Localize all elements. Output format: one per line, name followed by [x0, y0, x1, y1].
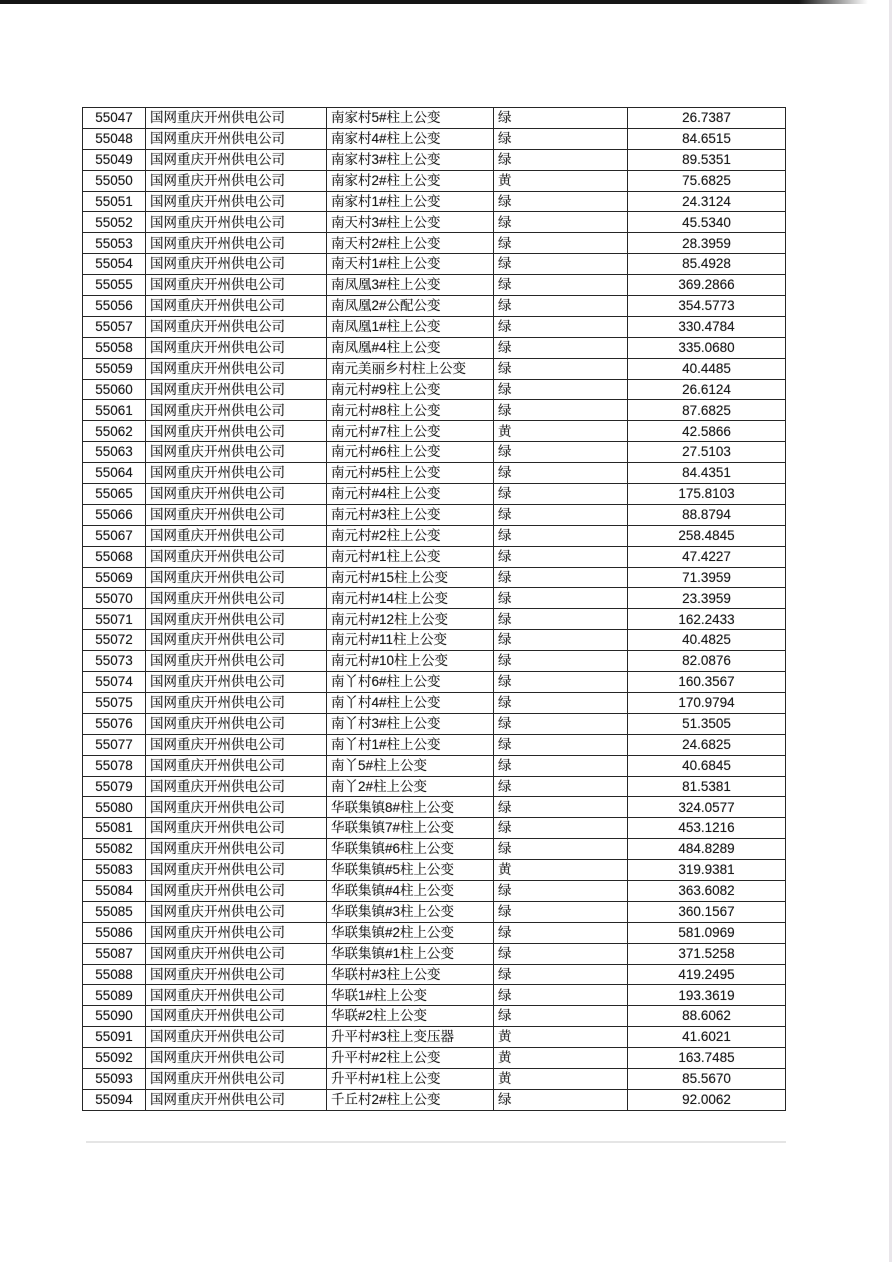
table-row	[83, 901, 786, 922]
cell-device: 南元村#5柱上公变	[327, 463, 494, 484]
cell-status: 绿	[494, 275, 628, 296]
cell-status: 绿	[494, 337, 628, 358]
cell-company: 国网重庆开州供电公司	[146, 358, 327, 379]
table-row	[83, 233, 786, 254]
cell-value: 26.7387	[628, 108, 786, 129]
cell-device: 升平村#3柱上变压器	[327, 1027, 494, 1048]
cell-status: 绿	[494, 901, 628, 922]
table-row	[83, 191, 786, 212]
cell-company: 国网重庆开州供电公司	[146, 421, 327, 442]
cell-device: 南元村#2柱上公变	[327, 525, 494, 546]
table-row	[83, 839, 786, 860]
cell-value: 162.2433	[628, 609, 786, 630]
cell-company: 国网重庆开州供电公司	[146, 463, 327, 484]
table-row	[83, 755, 786, 776]
table-row	[83, 672, 786, 693]
cell-id: 55059	[83, 358, 146, 379]
cell-status: 绿	[494, 609, 628, 630]
cell-device: 千丘村2#柱上公变	[327, 1089, 494, 1110]
cell-company: 国网重庆开州供电公司	[146, 1027, 327, 1048]
cell-value: 335.0680	[628, 337, 786, 358]
cell-company: 国网重庆开州供电公司	[146, 296, 327, 317]
cell-value: 51.3505	[628, 713, 786, 734]
cell-value: 24.3124	[628, 191, 786, 212]
cell-id: 55060	[83, 379, 146, 400]
cell-value: 89.5351	[628, 149, 786, 170]
cell-status: 绿	[494, 525, 628, 546]
cell-value: 88.8794	[628, 504, 786, 525]
table-row	[83, 275, 786, 296]
cell-id: 55090	[83, 1006, 146, 1027]
cell-value: 47.4227	[628, 546, 786, 567]
cell-company: 国网重庆开州供电公司	[146, 734, 327, 755]
cell-value: 163.7485	[628, 1048, 786, 1069]
table-row	[83, 818, 786, 839]
cell-id: 55055	[83, 275, 146, 296]
cell-value: 40.6845	[628, 755, 786, 776]
cell-value: 160.3567	[628, 672, 786, 693]
cell-status: 绿	[494, 755, 628, 776]
table-row	[83, 943, 786, 964]
table-row	[83, 630, 786, 651]
table-row	[83, 964, 786, 985]
cell-status: 黄	[494, 421, 628, 442]
table-row	[83, 985, 786, 1006]
cell-company: 国网重庆开州供电公司	[146, 609, 327, 630]
table-row	[83, 170, 786, 191]
cell-device: 华联集镇#1柱上公变	[327, 943, 494, 964]
cell-value: 85.5670	[628, 1068, 786, 1089]
cell-value: 369.2866	[628, 275, 786, 296]
cell-company: 国网重庆开州供电公司	[146, 651, 327, 672]
cell-value: 85.4928	[628, 254, 786, 275]
table-row	[83, 337, 786, 358]
table-row	[83, 421, 786, 442]
cell-device: 华联集镇#6柱上公变	[327, 839, 494, 860]
cell-company: 国网重庆开州供电公司	[146, 233, 327, 254]
cell-company: 国网重庆开州供电公司	[146, 1089, 327, 1110]
cell-status: 绿	[494, 484, 628, 505]
cell-company: 国网重庆开州供电公司	[146, 672, 327, 693]
table-row	[83, 567, 786, 588]
cell-value: 40.4485	[628, 358, 786, 379]
cell-status: 绿	[494, 839, 628, 860]
cell-status: 绿	[494, 442, 628, 463]
cell-company: 国网重庆开州供电公司	[146, 755, 327, 776]
cell-id: 55070	[83, 588, 146, 609]
cell-device: 华联集镇7#柱上公变	[327, 818, 494, 839]
cell-id: 55076	[83, 713, 146, 734]
cell-value: 40.4825	[628, 630, 786, 651]
cell-company: 国网重庆开州供电公司	[146, 1006, 327, 1027]
cell-company: 国网重庆开州供电公司	[146, 630, 327, 651]
table-row	[83, 108, 786, 129]
cell-company: 国网重庆开州供电公司	[146, 880, 327, 901]
cell-device: 南元村#6柱上公变	[327, 442, 494, 463]
cell-status: 绿	[494, 358, 628, 379]
cell-company: 国网重庆开州供电公司	[146, 108, 327, 129]
cell-company: 国网重庆开州供电公司	[146, 128, 327, 149]
table-row	[83, 525, 786, 546]
cell-status: 绿	[494, 504, 628, 525]
cell-id: 55057	[83, 316, 146, 337]
cell-company: 国网重庆开州供电公司	[146, 776, 327, 797]
cell-status: 绿	[494, 128, 628, 149]
cell-company: 国网重庆开州供电公司	[146, 546, 327, 567]
cell-device: 南丫2#柱上公变	[327, 776, 494, 797]
cell-company: 国网重庆开州供电公司	[146, 170, 327, 191]
cell-device: 南凤凰3#柱上公变	[327, 275, 494, 296]
cell-id: 55084	[83, 880, 146, 901]
cell-company: 国网重庆开州供电公司	[146, 400, 327, 421]
cell-status: 绿	[494, 880, 628, 901]
table-row	[83, 797, 786, 818]
table-row	[83, 400, 786, 421]
cell-company: 国网重庆开州供电公司	[146, 692, 327, 713]
table-row	[83, 880, 786, 901]
cell-id: 55078	[83, 755, 146, 776]
cell-value: 81.5381	[628, 776, 786, 797]
cell-value: 581.0969	[628, 922, 786, 943]
cell-device: 南丫村4#柱上公变	[327, 692, 494, 713]
cell-status: 绿	[494, 713, 628, 734]
cell-status: 黄	[494, 1068, 628, 1089]
table-row	[83, 358, 786, 379]
cell-device: 升平村#1柱上公变	[327, 1068, 494, 1089]
cell-id: 55080	[83, 797, 146, 818]
cell-id: 55071	[83, 609, 146, 630]
table-row	[83, 128, 786, 149]
cell-device: 南元村#4柱上公变	[327, 484, 494, 505]
cell-company: 国网重庆开州供电公司	[146, 254, 327, 275]
cell-id: 55086	[83, 922, 146, 943]
cell-device: 华联1#柱上公变	[327, 985, 494, 1006]
cell-value: 419.2495	[628, 964, 786, 985]
cell-id: 55067	[83, 525, 146, 546]
cell-device: 南元美丽乡村柱上公变	[327, 358, 494, 379]
cell-id: 55050	[83, 170, 146, 191]
table-row	[83, 546, 786, 567]
cell-device: 南元村#15柱上公变	[327, 567, 494, 588]
cell-device: 南元村#1柱上公变	[327, 546, 494, 567]
cell-value: 75.6825	[628, 170, 786, 191]
scan-artifact-top-bar	[0, 0, 868, 4]
cell-status: 绿	[494, 922, 628, 943]
table-row	[83, 1068, 786, 1089]
cell-device: 华联#2柱上公变	[327, 1006, 494, 1027]
table-row	[83, 212, 786, 233]
cell-device: 南元村#9柱上公变	[327, 379, 494, 400]
table-row	[83, 860, 786, 881]
cell-status: 绿	[494, 379, 628, 400]
cell-device: 南元村#10柱上公变	[327, 651, 494, 672]
data-table	[82, 107, 786, 1111]
cell-value: 319.9381	[628, 860, 786, 881]
table-row	[83, 484, 786, 505]
cell-device: 华联村#3柱上公变	[327, 964, 494, 985]
cell-company: 国网重庆开州供电公司	[146, 964, 327, 985]
cell-device: 华联集镇#2柱上公变	[327, 922, 494, 943]
cell-status: 绿	[494, 1006, 628, 1027]
table-row	[83, 588, 786, 609]
cell-value: 84.6515	[628, 128, 786, 149]
table-row	[83, 504, 786, 525]
cell-company: 国网重庆开州供电公司	[146, 316, 327, 337]
cell-device: 南凤凰2#公配公变	[327, 296, 494, 317]
cell-status: 绿	[494, 149, 628, 170]
cell-value: 354.5773	[628, 296, 786, 317]
cell-id: 55058	[83, 337, 146, 358]
cell-company: 国网重庆开州供电公司	[146, 818, 327, 839]
cell-status: 绿	[494, 296, 628, 317]
cell-company: 国网重庆开州供电公司	[146, 212, 327, 233]
cell-id: 55064	[83, 463, 146, 484]
cell-id: 55077	[83, 734, 146, 755]
cell-status: 绿	[494, 400, 628, 421]
cell-device: 南元村#3柱上公变	[327, 504, 494, 525]
cell-status: 绿	[494, 108, 628, 129]
cell-id: 55082	[83, 839, 146, 860]
cell-id: 55052	[83, 212, 146, 233]
table-row	[83, 1006, 786, 1027]
cell-device: 南元村#8柱上公变	[327, 400, 494, 421]
cell-value: 24.6825	[628, 734, 786, 755]
cell-status: 绿	[494, 672, 628, 693]
cell-company: 国网重庆开州供电公司	[146, 525, 327, 546]
cell-device: 南丫村6#柱上公变	[327, 672, 494, 693]
cell-device: 南家村1#柱上公变	[327, 191, 494, 212]
cell-value: 92.0062	[628, 1089, 786, 1110]
cell-status: 绿	[494, 985, 628, 1006]
cell-id: 55074	[83, 672, 146, 693]
cell-id: 55087	[83, 943, 146, 964]
cell-status: 绿	[494, 316, 628, 337]
table-row	[83, 609, 786, 630]
table-row	[83, 296, 786, 317]
cell-device: 南凤凰#4柱上公变	[327, 337, 494, 358]
cell-status: 绿	[494, 212, 628, 233]
cell-company: 国网重庆开州供电公司	[146, 588, 327, 609]
cell-status: 绿	[494, 734, 628, 755]
cell-status: 绿	[494, 254, 628, 275]
cell-id: 55093	[83, 1068, 146, 1089]
cell-id: 55048	[83, 128, 146, 149]
cell-value: 360.1567	[628, 901, 786, 922]
cell-device: 升平村#2柱上公变	[327, 1048, 494, 1069]
cell-company: 国网重庆开州供电公司	[146, 191, 327, 212]
cell-company: 国网重庆开州供电公司	[146, 922, 327, 943]
cell-status: 黄	[494, 1048, 628, 1069]
cell-id: 55075	[83, 692, 146, 713]
cell-device: 南元村#11柱上公变	[327, 630, 494, 651]
cell-device: 华联集镇#5柱上公变	[327, 860, 494, 881]
cell-id: 55066	[83, 504, 146, 525]
cell-company: 国网重庆开州供电公司	[146, 149, 327, 170]
table-row	[83, 254, 786, 275]
cell-device: 南凤凰1#柱上公变	[327, 316, 494, 337]
cell-id: 55094	[83, 1089, 146, 1110]
cell-status: 绿	[494, 588, 628, 609]
cell-id: 55047	[83, 108, 146, 129]
cell-id: 55063	[83, 442, 146, 463]
cell-id: 55065	[83, 484, 146, 505]
cell-device: 华联集镇#4柱上公变	[327, 880, 494, 901]
cell-value: 41.6021	[628, 1027, 786, 1048]
table-row	[83, 1048, 786, 1069]
cell-value: 371.5258	[628, 943, 786, 964]
cell-id: 55051	[83, 191, 146, 212]
cell-value: 193.3619	[628, 985, 786, 1006]
cell-company: 国网重庆开州供电公司	[146, 442, 327, 463]
cell-value: 88.6062	[628, 1006, 786, 1027]
table-body	[83, 108, 786, 1111]
table-row	[83, 316, 786, 337]
cell-value: 87.6825	[628, 400, 786, 421]
cell-value: 71.3959	[628, 567, 786, 588]
cell-status: 绿	[494, 1089, 628, 1110]
cell-status: 绿	[494, 818, 628, 839]
cell-id: 55092	[83, 1048, 146, 1069]
cell-company: 国网重庆开州供电公司	[146, 901, 327, 922]
table-row	[83, 1089, 786, 1110]
table-row	[83, 776, 786, 797]
cell-id: 55088	[83, 964, 146, 985]
cell-status: 绿	[494, 651, 628, 672]
cell-value: 27.5103	[628, 442, 786, 463]
table-row	[83, 442, 786, 463]
cell-status: 绿	[494, 776, 628, 797]
table-row	[83, 463, 786, 484]
cell-status: 绿	[494, 567, 628, 588]
cell-device: 南家村5#柱上公变	[327, 108, 494, 129]
cell-device: 南丫5#柱上公变	[327, 755, 494, 776]
cell-company: 国网重庆开州供电公司	[146, 484, 327, 505]
cell-value: 23.3959	[628, 588, 786, 609]
cell-value: 484.8289	[628, 839, 786, 860]
cell-id: 55056	[83, 296, 146, 317]
cell-value: 26.6124	[628, 379, 786, 400]
table-row	[83, 651, 786, 672]
scan-artifact-table-shadow	[86, 1141, 786, 1143]
cell-id: 55083	[83, 860, 146, 881]
table-row	[83, 734, 786, 755]
cell-device: 华联集镇#3柱上公变	[327, 901, 494, 922]
cell-id: 55049	[83, 149, 146, 170]
cell-id: 55062	[83, 421, 146, 442]
cell-device: 南天村2#柱上公变	[327, 233, 494, 254]
cell-value: 175.8103	[628, 484, 786, 505]
cell-value: 28.3959	[628, 233, 786, 254]
cell-device: 南丫村1#柱上公变	[327, 734, 494, 755]
cell-value: 82.0876	[628, 651, 786, 672]
cell-device: 华联集镇8#柱上公变	[327, 797, 494, 818]
cell-value: 363.6082	[628, 880, 786, 901]
table-row	[83, 713, 786, 734]
cell-id: 55061	[83, 400, 146, 421]
cell-company: 国网重庆开州供电公司	[146, 337, 327, 358]
cell-value: 258.4845	[628, 525, 786, 546]
cell-value: 453.1216	[628, 818, 786, 839]
cell-value: 170.9794	[628, 692, 786, 713]
cell-device: 南天村1#柱上公变	[327, 254, 494, 275]
cell-device: 南家村3#柱上公变	[327, 149, 494, 170]
cell-id: 55073	[83, 651, 146, 672]
cell-status: 黄	[494, 1027, 628, 1048]
cell-value: 84.4351	[628, 463, 786, 484]
table-row	[83, 1027, 786, 1048]
cell-id: 55079	[83, 776, 146, 797]
cell-status: 绿	[494, 692, 628, 713]
cell-status: 绿	[494, 943, 628, 964]
cell-company: 国网重庆开州供电公司	[146, 567, 327, 588]
cell-device: 南元村#14柱上公变	[327, 588, 494, 609]
cell-company: 国网重庆开州供电公司	[146, 1068, 327, 1089]
cell-status: 绿	[494, 964, 628, 985]
cell-device: 南家村2#柱上公变	[327, 170, 494, 191]
cell-id: 55053	[83, 233, 146, 254]
cell-company: 国网重庆开州供电公司	[146, 379, 327, 400]
table-row	[83, 922, 786, 943]
cell-id: 55089	[83, 985, 146, 1006]
cell-status: 绿	[494, 463, 628, 484]
cell-value: 45.5340	[628, 212, 786, 233]
cell-value: 324.0577	[628, 797, 786, 818]
table-row	[83, 692, 786, 713]
cell-id: 55069	[83, 567, 146, 588]
cell-status: 绿	[494, 630, 628, 651]
cell-id: 55072	[83, 630, 146, 651]
cell-company: 国网重庆开州供电公司	[146, 1048, 327, 1069]
cell-company: 国网重庆开州供电公司	[146, 839, 327, 860]
cell-status: 绿	[494, 233, 628, 254]
cell-id: 55081	[83, 818, 146, 839]
table-row	[83, 149, 786, 170]
cell-company: 国网重庆开州供电公司	[146, 985, 327, 1006]
cell-device: 南元村#12柱上公变	[327, 609, 494, 630]
cell-value: 42.5866	[628, 421, 786, 442]
cell-id: 55091	[83, 1027, 146, 1048]
cell-id: 55085	[83, 901, 146, 922]
cell-status: 黄	[494, 170, 628, 191]
cell-status: 绿	[494, 797, 628, 818]
cell-device: 南元村#7柱上公变	[327, 421, 494, 442]
cell-company: 国网重庆开州供电公司	[146, 943, 327, 964]
cell-status: 黄	[494, 860, 628, 881]
cell-company: 国网重庆开州供电公司	[146, 797, 327, 818]
cell-value: 330.4784	[628, 316, 786, 337]
cell-status: 绿	[494, 546, 628, 567]
cell-id: 55054	[83, 254, 146, 275]
cell-company: 国网重庆开州供电公司	[146, 713, 327, 734]
cell-status: 绿	[494, 191, 628, 212]
table-row	[83, 379, 786, 400]
cell-company: 国网重庆开州供电公司	[146, 504, 327, 525]
cell-device: 南天村3#柱上公变	[327, 212, 494, 233]
cell-company: 国网重庆开州供电公司	[146, 275, 327, 296]
cell-company: 国网重庆开州供电公司	[146, 860, 327, 881]
cell-device: 南家村4#柱上公变	[327, 128, 494, 149]
cell-device: 南丫村3#柱上公变	[327, 713, 494, 734]
cell-id: 55068	[83, 546, 146, 567]
